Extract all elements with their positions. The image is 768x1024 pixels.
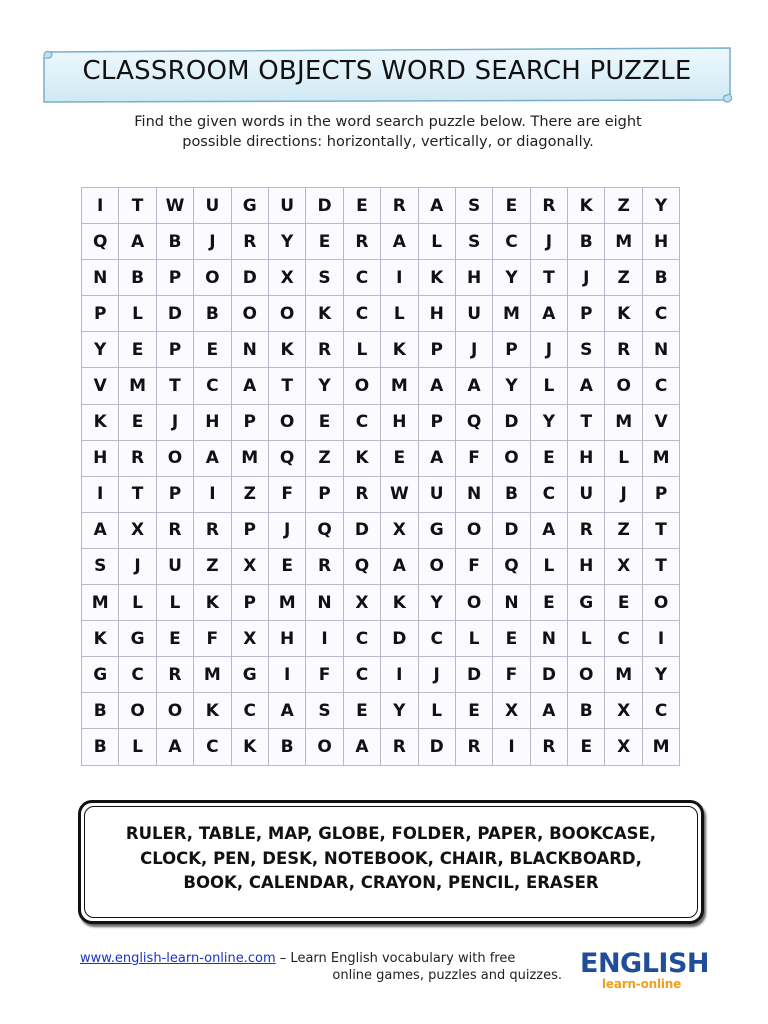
grid-cell[interactable]: E — [530, 440, 567, 476]
grid-cell[interactable]: H — [455, 260, 492, 296]
grid-cell[interactable]: E — [156, 621, 193, 657]
grid-cell[interactable]: Y — [493, 368, 530, 404]
grid-cell[interactable]: H — [568, 440, 605, 476]
grid-cell[interactable]: F — [493, 657, 530, 693]
grid-cell[interactable]: A — [455, 368, 492, 404]
word-list-line-2: CLOCK, PEN, DESK, NOTEBOOK, CHAIR, BLACKBOARD, — [140, 848, 642, 868]
grid-cell[interactable]: R — [530, 729, 567, 765]
grid-cell[interactable]: A — [418, 440, 455, 476]
grid-cell[interactable]: R — [306, 332, 343, 368]
grid-cell[interactable]: R — [568, 512, 605, 548]
grid-cell[interactable]: E — [194, 332, 231, 368]
grid-cell[interactable]: E — [119, 404, 156, 440]
grid-cell[interactable]: K — [82, 621, 119, 657]
grid-cell[interactable]: P — [156, 476, 193, 512]
english-learn-online-logo — [580, 948, 709, 994]
footer-text-1: – Learn English vocabulary with free — [275, 951, 516, 966]
grid-cell[interactable]: B — [493, 476, 530, 512]
grid-cell[interactable]: L — [119, 585, 156, 621]
grid-cell[interactable]: M — [605, 657, 642, 693]
grid-cell[interactable]: O — [268, 404, 305, 440]
grid-cell[interactable]: D — [418, 729, 455, 765]
grid-cell[interactable]: N — [642, 332, 679, 368]
grid-cell[interactable]: C — [642, 296, 679, 332]
grid-cell[interactable]: T — [642, 512, 679, 548]
grid-cell[interactable]: G — [231, 188, 268, 224]
word-list-box — [78, 800, 704, 924]
grid-cell[interactable]: I — [493, 729, 530, 765]
grid-cell[interactable]: C — [119, 657, 156, 693]
grid-cell[interactable]: D — [455, 657, 492, 693]
grid-row — [82, 296, 680, 332]
grid-cell[interactable]: Z — [231, 476, 268, 512]
grid-cell[interactable]: R — [343, 476, 380, 512]
grid-cell[interactable]: R — [343, 224, 380, 260]
grid-cell[interactable]: G — [568, 585, 605, 621]
grid-cell[interactable]: X — [268, 260, 305, 296]
grid-cell[interactable]: Q — [493, 548, 530, 584]
grid-cell[interactable]: L — [418, 224, 455, 260]
grid-cell[interactable]: B — [119, 260, 156, 296]
grid-cell[interactable]: C — [343, 657, 380, 693]
grid-cell[interactable]: A — [530, 693, 567, 729]
grid-cell[interactable]: X — [119, 512, 156, 548]
grid-cell[interactable]: P — [231, 585, 268, 621]
grid-cell[interactable]: A — [343, 729, 380, 765]
grid-cell[interactable]: Z — [605, 188, 642, 224]
grid-cell[interactable]: J — [119, 548, 156, 584]
grid-cell[interactable]: P — [568, 296, 605, 332]
grid-cell[interactable]: P — [418, 404, 455, 440]
grid-cell[interactable]: Z — [605, 512, 642, 548]
grid-cell[interactable]: G — [418, 512, 455, 548]
grid-cell[interactable]: E — [381, 440, 418, 476]
grid-cell[interactable]: X — [231, 621, 268, 657]
grid-cell[interactable]: H — [418, 296, 455, 332]
grid-cell[interactable]: O — [568, 657, 605, 693]
grid-cell[interactable]: N — [306, 585, 343, 621]
grid-cell[interactable]: C — [343, 260, 380, 296]
grid-cell[interactable]: E — [343, 188, 380, 224]
grid-cell[interactable]: L — [156, 585, 193, 621]
grid-row — [82, 404, 680, 440]
grid-cell[interactable]: X — [231, 548, 268, 584]
grid-cell[interactable]: D — [493, 404, 530, 440]
grid-cell[interactable]: F — [194, 621, 231, 657]
grid-cell[interactable]: Q — [306, 512, 343, 548]
footer-text-2: online games, puzzles and quizzes. — [332, 968, 562, 983]
grid-row — [82, 729, 680, 765]
grid-cell[interactable]: D — [493, 512, 530, 548]
grid-cell[interactable]: I — [306, 621, 343, 657]
grid-cell[interactable]: S — [306, 693, 343, 729]
grid-cell[interactable]: O — [418, 548, 455, 584]
grid-cell[interactable]: A — [530, 512, 567, 548]
logo-main-text: ENGLISH — [580, 948, 709, 979]
grid-cell[interactable]: V — [642, 404, 679, 440]
grid-cell[interactable]: P — [156, 332, 193, 368]
grid-cell[interactable]: Y — [642, 188, 679, 224]
grid-cell[interactable]: N — [231, 332, 268, 368]
logo-sub-text: learn-online — [602, 977, 682, 991]
grid-row — [82, 260, 680, 296]
grid-cell[interactable]: P — [306, 476, 343, 512]
grid-cell[interactable]: C — [418, 621, 455, 657]
grid-cell[interactable]: B — [642, 260, 679, 296]
grid-cell[interactable]: D — [530, 657, 567, 693]
grid-cell[interactable]: Y — [82, 332, 119, 368]
grid-cell[interactable]: S — [455, 224, 492, 260]
grid-cell[interactable]: K — [343, 440, 380, 476]
grid-cell[interactable]: O — [605, 368, 642, 404]
grid-cell[interactable]: X — [605, 729, 642, 765]
grid-row — [82, 368, 680, 404]
grid-cell[interactable]: T — [268, 368, 305, 404]
grid-row — [82, 512, 680, 548]
grid-cell[interactable]: U — [418, 476, 455, 512]
grid-cell[interactable]: E — [493, 188, 530, 224]
grid-cell[interactable]: D — [306, 188, 343, 224]
grid-cell[interactable]: J — [568, 260, 605, 296]
grid-cell[interactable]: J — [455, 332, 492, 368]
grid-cell[interactable]: I — [82, 188, 119, 224]
grid-cell[interactable]: J — [268, 512, 305, 548]
grid-cell[interactable]: E — [605, 585, 642, 621]
grid-cell[interactable]: G — [82, 657, 119, 693]
grid-cell[interactable]: R — [381, 729, 418, 765]
grid-cell[interactable]: O — [455, 512, 492, 548]
grid-cell[interactable]: Z — [194, 548, 231, 584]
grid-cell[interactable]: O — [231, 296, 268, 332]
grid-cell[interactable]: E — [268, 548, 305, 584]
grid-cell[interactable]: T — [642, 548, 679, 584]
grid-cell[interactable]: C — [231, 693, 268, 729]
grid-cell[interactable]: L — [119, 729, 156, 765]
grid-row — [82, 548, 680, 584]
grid-cell[interactable]: P — [418, 332, 455, 368]
grid-cell[interactable]: K — [231, 729, 268, 765]
grid-cell[interactable]: M — [268, 585, 305, 621]
page-title: CLASSROOM OBJECTS WORD SEARCH PUZZLE — [82, 56, 692, 86]
grid-cell[interactable]: A — [568, 368, 605, 404]
grid-cell[interactable]: M — [605, 404, 642, 440]
grid-cell[interactable]: E — [493, 621, 530, 657]
grid-cell[interactable]: K — [194, 693, 231, 729]
grid-cell[interactable]: E — [455, 693, 492, 729]
grid-cell[interactable]: R — [231, 224, 268, 260]
grid-cell[interactable]: A — [530, 296, 567, 332]
grid-cell[interactable]: R — [455, 729, 492, 765]
grid-cell[interactable]: O — [455, 585, 492, 621]
grid-cell[interactable]: R — [156, 512, 193, 548]
grid-cell[interactable]: R — [605, 332, 642, 368]
grid-row — [82, 585, 680, 621]
grid-cell[interactable]: A — [82, 512, 119, 548]
grid-cell[interactable]: X — [343, 585, 380, 621]
grid-cell[interactable]: D — [343, 512, 380, 548]
grid-cell[interactable]: S — [306, 260, 343, 296]
grid-cell[interactable]: W — [156, 188, 193, 224]
grid-cell[interactable]: A — [194, 440, 231, 476]
grid-cell[interactable]: L — [381, 296, 418, 332]
grid-cell[interactable]: M — [119, 368, 156, 404]
grid-cell[interactable]: M — [605, 224, 642, 260]
grid-cell[interactable]: D — [156, 296, 193, 332]
grid-cell[interactable]: A — [418, 188, 455, 224]
grid-cell[interactable]: L — [530, 368, 567, 404]
grid-cell[interactable]: K — [82, 404, 119, 440]
grid-cell[interactable]: W — [381, 476, 418, 512]
grid-cell[interactable]: Z — [605, 260, 642, 296]
grid-cell[interactable]: R — [119, 440, 156, 476]
grid-cell[interactable]: C — [530, 476, 567, 512]
grid-cell[interactable]: O — [194, 260, 231, 296]
grid-cell[interactable]: J — [605, 476, 642, 512]
grid-cell[interactable]: M — [231, 440, 268, 476]
grid-cell[interactable]: P — [231, 512, 268, 548]
grid-cell[interactable]: A — [231, 368, 268, 404]
grid-row — [82, 621, 680, 657]
grid-cell[interactable]: K — [194, 585, 231, 621]
grid-cell[interactable]: F — [455, 440, 492, 476]
grid-cell[interactable]: C — [642, 368, 679, 404]
grid-cell[interactable]: B — [268, 729, 305, 765]
grid-cell[interactable]: L — [418, 693, 455, 729]
grid-cell[interactable]: L — [343, 332, 380, 368]
grid-cell[interactable]: J — [194, 224, 231, 260]
grid-cell[interactable]: O — [156, 693, 193, 729]
grid-cell[interactable]: B — [82, 729, 119, 765]
grid-cell[interactable]: M — [194, 657, 231, 693]
grid-cell[interactable]: R — [156, 657, 193, 693]
title-banner — [40, 44, 734, 106]
grid-cell[interactable]: C — [343, 621, 380, 657]
grid-cell[interactable]: E — [530, 585, 567, 621]
grid-cell[interactable]: X — [605, 693, 642, 729]
grid-cell[interactable]: H — [381, 404, 418, 440]
grid-cell[interactable]: D — [381, 621, 418, 657]
grid-cell[interactable]: E — [119, 332, 156, 368]
grid-cell[interactable]: H — [268, 621, 305, 657]
grid-row — [82, 332, 680, 368]
word-list-line-3: BOOK, CALENDAR, CRAYON, PENCIL, ERASER — [183, 873, 599, 892]
grid-cell[interactable]: K — [381, 332, 418, 368]
grid-cell[interactable]: E — [306, 404, 343, 440]
grid-row — [82, 693, 680, 729]
grid-cell[interactable]: K — [568, 188, 605, 224]
grid-cell[interactable]: L — [568, 621, 605, 657]
grid-cell[interactable]: L — [119, 296, 156, 332]
grid-cell[interactable]: E — [343, 693, 380, 729]
grid-cell[interactable]: V — [82, 368, 119, 404]
grid-cell[interactable]: U — [268, 188, 305, 224]
grid-cell[interactable]: O — [493, 440, 530, 476]
grid-cell[interactable]: H — [194, 404, 231, 440]
grid-cell[interactable]: Q — [455, 404, 492, 440]
grid-cell[interactable]: F — [268, 476, 305, 512]
grid-cell[interactable]: D — [231, 260, 268, 296]
grid-cell[interactable]: Q — [343, 548, 380, 584]
grid-cell[interactable]: M — [642, 729, 679, 765]
grid-cell[interactable]: B — [82, 693, 119, 729]
grid-cell[interactable]: Q — [82, 224, 119, 260]
grid-cell[interactable]: J — [156, 404, 193, 440]
grid-cell[interactable]: T — [530, 260, 567, 296]
grid-cell[interactable]: K — [306, 296, 343, 332]
grid-cell[interactable]: L — [605, 440, 642, 476]
grid-cell[interactable]: P — [231, 404, 268, 440]
grid-cell[interactable]: I — [381, 260, 418, 296]
grid-cell[interactable]: C — [343, 296, 380, 332]
grid-cell[interactable]: Y — [306, 368, 343, 404]
grid-row — [82, 188, 680, 224]
grid-cell[interactable]: O — [642, 585, 679, 621]
grid-cell[interactable]: M — [493, 296, 530, 332]
word-list-line-1: RULER, TABLE, MAP, GLOBE, FOLDER, PAPER, BOOKCASE, — [125, 824, 657, 843]
grid-cell[interactable]: T — [119, 476, 156, 512]
grid-cell[interactable]: F — [306, 657, 343, 693]
grid-cell[interactable]: J — [530, 332, 567, 368]
grid-cell[interactable]: A — [156, 729, 193, 765]
grid-cell[interactable]: K — [381, 585, 418, 621]
grid-cell[interactable]: E — [306, 224, 343, 260]
grid-cell[interactable]: K — [605, 296, 642, 332]
grid-cell[interactable]: X — [605, 548, 642, 584]
grid-cell[interactable]: C — [605, 621, 642, 657]
grid-cell[interactable]: Y — [530, 404, 567, 440]
grid-cell[interactable]: Y — [268, 224, 305, 260]
grid-cell[interactable]: T — [156, 368, 193, 404]
grid-cell[interactable]: P — [642, 476, 679, 512]
grid-cell[interactable]: R — [306, 548, 343, 584]
grid-cell[interactable]: L — [530, 548, 567, 584]
grid-cell[interactable]: B — [194, 296, 231, 332]
instructions-line-1: Find the given words in the word search puzzle below. There are eight — [134, 114, 642, 130]
grid-cell[interactable]: A — [119, 224, 156, 260]
grid-cell[interactable]: Y — [642, 657, 679, 693]
grid-cell[interactable]: H — [568, 548, 605, 584]
grid-cell[interactable]: G — [119, 621, 156, 657]
footer — [80, 950, 570, 984]
grid-cell[interactable]: S — [455, 188, 492, 224]
grid-cell[interactable]: O — [343, 368, 380, 404]
grid-cell[interactable]: J — [530, 224, 567, 260]
grid-cell[interactable]: P — [82, 296, 119, 332]
grid-row — [82, 440, 680, 476]
grid-cell[interactable]: Z — [306, 440, 343, 476]
grid-cell[interactable]: Y — [493, 260, 530, 296]
grid-row — [82, 657, 680, 693]
grid-cell[interactable]: N — [82, 260, 119, 296]
grid-cell[interactable]: U — [156, 548, 193, 584]
grid-cell[interactable]: N — [530, 621, 567, 657]
grid-cell[interactable]: F — [455, 548, 492, 584]
grid-cell[interactable]: A — [381, 548, 418, 584]
grid-cell[interactable]: U — [455, 296, 492, 332]
grid-cell[interactable]: G — [231, 657, 268, 693]
grid-cell[interactable]: U — [568, 476, 605, 512]
grid-cell[interactable]: U — [194, 188, 231, 224]
grid-cell[interactable]: C — [493, 224, 530, 260]
grid-cell[interactable]: I — [268, 657, 305, 693]
grid-cell[interactable]: I — [381, 657, 418, 693]
grid-cell[interactable]: C — [642, 693, 679, 729]
grid-cell[interactable]: S — [568, 332, 605, 368]
grid-cell[interactable]: B — [568, 693, 605, 729]
grid-cell[interactable]: R — [194, 512, 231, 548]
grid-cell[interactable]: M — [381, 368, 418, 404]
grid-cell[interactable]: N — [455, 476, 492, 512]
grid-cell[interactable]: C — [194, 368, 231, 404]
grid-cell[interactable]: R — [381, 188, 418, 224]
grid-cell[interactable]: I — [642, 621, 679, 657]
grid-cell[interactable]: S — [82, 548, 119, 584]
grid-cell[interactable]: P — [156, 260, 193, 296]
grid-cell[interactable]: R — [530, 188, 567, 224]
grid-cell[interactable]: T — [568, 404, 605, 440]
grid-cell[interactable]: A — [381, 224, 418, 260]
grid-cell[interactable]: H — [642, 224, 679, 260]
grid-cell[interactable]: P — [493, 332, 530, 368]
grid-cell[interactable]: J — [418, 657, 455, 693]
grid-cell[interactable]: O — [119, 693, 156, 729]
grid-cell[interactable]: Y — [418, 585, 455, 621]
grid-cell[interactable]: T — [119, 188, 156, 224]
grid-cell[interactable]: L — [455, 621, 492, 657]
grid-cell[interactable]: X — [381, 512, 418, 548]
grid-row — [82, 476, 680, 512]
grid-cell[interactable]: Y — [381, 693, 418, 729]
grid-cell[interactable]: C — [194, 729, 231, 765]
word-search-grid[interactable] — [81, 187, 680, 766]
grid-cell[interactable]: M — [82, 585, 119, 621]
grid-cell[interactable]: Q — [268, 440, 305, 476]
grid-cell[interactable]: M — [642, 440, 679, 476]
grid-cell[interactable]: O — [156, 440, 193, 476]
grid-cell[interactable]: E — [568, 729, 605, 765]
grid-cell[interactable]: N — [493, 585, 530, 621]
word-list — [81, 822, 701, 896]
grid-cell[interactable]: O — [306, 729, 343, 765]
grid-cell[interactable]: I — [82, 476, 119, 512]
grid-cell[interactable]: A — [268, 693, 305, 729]
grid-cell[interactable]: K — [268, 332, 305, 368]
grid-cell[interactable]: K — [418, 260, 455, 296]
instructions — [90, 112, 686, 152]
grid-row — [82, 224, 680, 260]
grid-cell[interactable]: A — [418, 368, 455, 404]
instructions-line-2: possible directions: horizontally, vertically, or diagonally. — [182, 134, 594, 150]
site-link[interactable]: www.english-learn-online.com — [80, 951, 276, 966]
grid-cell[interactable]: B — [156, 224, 193, 260]
grid-cell[interactable]: C — [343, 404, 380, 440]
grid-cell[interactable]: O — [268, 296, 305, 332]
grid-cell[interactable]: I — [194, 476, 231, 512]
grid-cell[interactable]: H — [82, 440, 119, 476]
grid-cell[interactable]: X — [493, 693, 530, 729]
grid-cell[interactable]: B — [568, 224, 605, 260]
